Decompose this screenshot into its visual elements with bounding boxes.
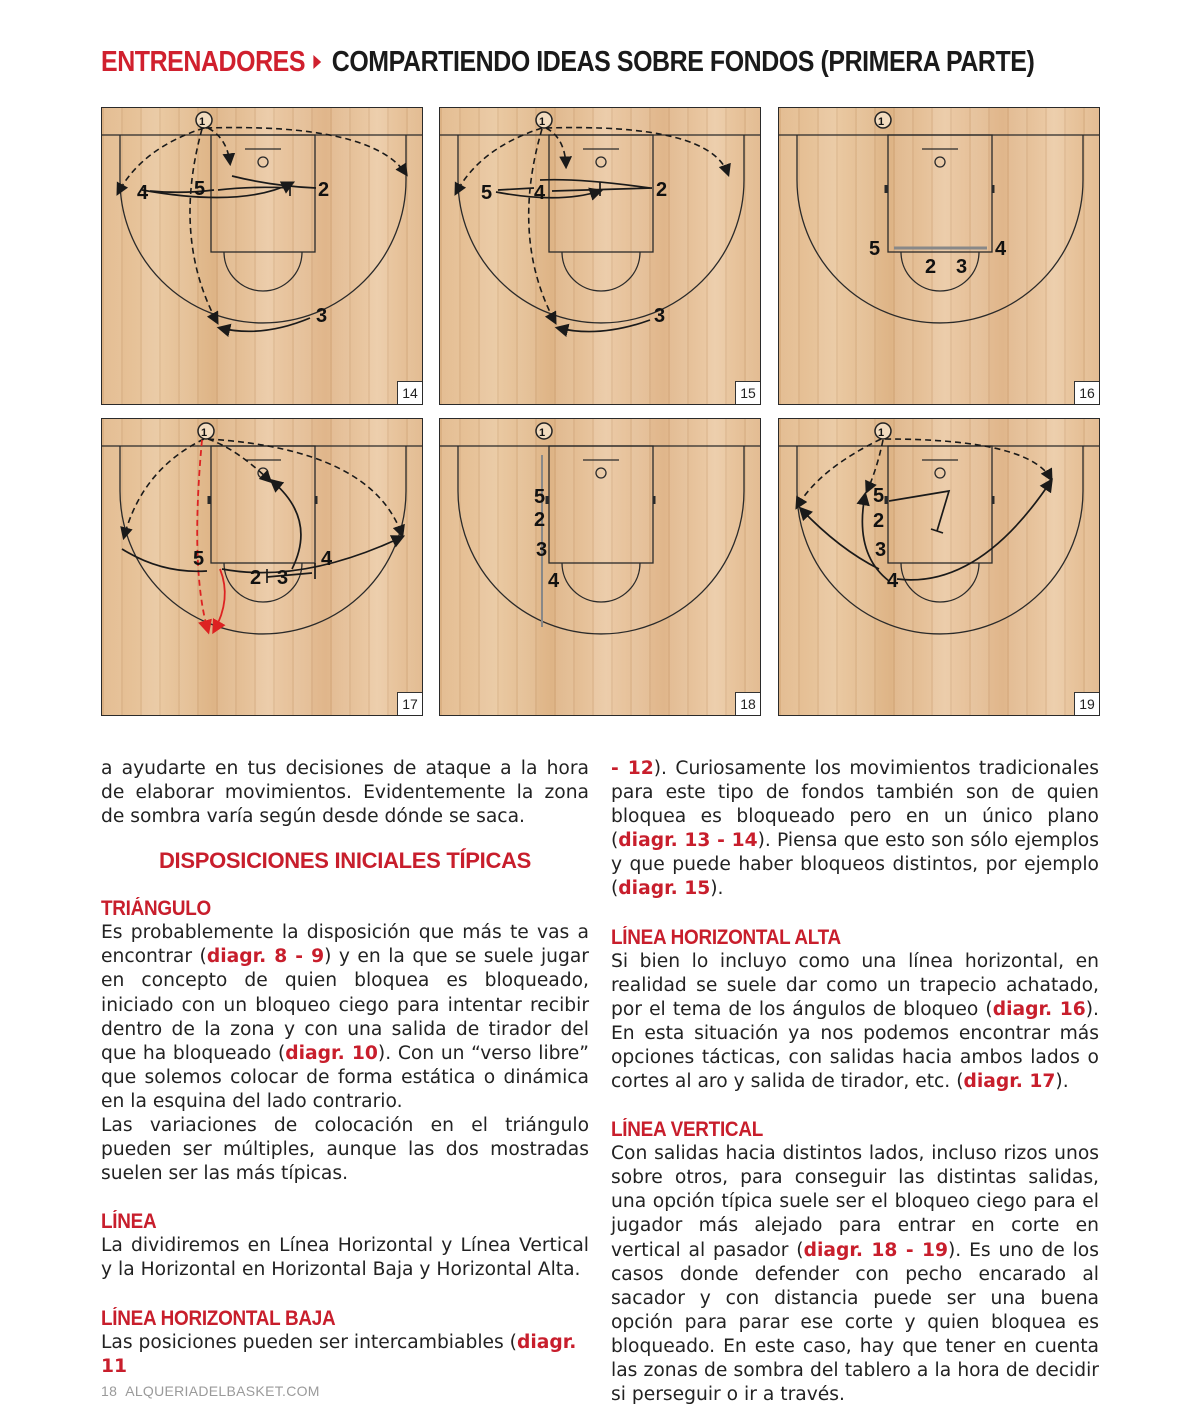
heading-linea-horizontal-alta: LÍNEA HORIZONTAL ALTA bbox=[611, 925, 841, 949]
player-5-label: 5 bbox=[193, 548, 205, 570]
heading-linea-horizontal-baja: LÍNEA HORIZONTAL BAJA bbox=[101, 1306, 336, 1330]
diagram-reference: diagr. 13 - 14 bbox=[618, 830, 758, 852]
player-4-label: 4 bbox=[137, 182, 149, 204]
diagram-reference: diagr. 17 bbox=[963, 1071, 1056, 1093]
diagram-number: 16 bbox=[1074, 381, 1099, 404]
player-2-label: 2 bbox=[925, 256, 937, 278]
diagram-18 bbox=[439, 418, 761, 716]
triangle-arrow-icon bbox=[314, 55, 322, 69]
player-1-label: 1 bbox=[878, 427, 885, 439]
player-2-label: 2 bbox=[318, 179, 330, 201]
diagram-17 bbox=[101, 418, 423, 716]
player-2-label: 2 bbox=[250, 567, 262, 589]
player-3-label: 3 bbox=[875, 539, 887, 561]
player-2-label: 2 bbox=[534, 509, 546, 531]
continued-paragraph: - 12). Curiosamente los movimientos tradicionales para este tipo de fondos también son de quien bloquea es bloqueado pero en un único plano (diagr. 13 - 14). Piensa que esto son sólo ejemplos y que puede haber bloqueos distintos, por ejemplo (diagr. 15). bbox=[611, 758, 1099, 900]
player-1-label: 1 bbox=[878, 116, 885, 128]
heading-linea-vertical: LÍNEA VERTICAL bbox=[611, 1118, 763, 1142]
player-1-label: 1 bbox=[201, 427, 208, 439]
page-header bbox=[101, 42, 1034, 82]
intro-paragraph: a ayudarte en tus decisiones de ataque a la hora de elaborar movimientos. Evidentemente la zona de sombra varía según desde dónde se saca. bbox=[101, 758, 589, 828]
diagram-number: 15 bbox=[735, 381, 760, 404]
player-1-label: 1 bbox=[199, 116, 206, 128]
triangulo-paragraph: Es probablemente la disposición que más te vas a encontrar (diagr. 8 - 9) y en la que se suele jugar en concepto de quien bloquea es bloqueado, iniciado con un bloqueo ciego para intentar recibir dentro de la zona y con una salida de tirador del que ha bloqueado (diagr. 10). Con un “verso libre” que solemos colocar de forma estática o dinámica en la esquina del lado contrario. bbox=[101, 922, 589, 1112]
page-title: COMPARTIENDO IDEAS SOBRE FONDOS (PRIMERA PARTE) bbox=[331, 45, 1035, 78]
player-5-label: 5 bbox=[194, 178, 206, 200]
player-4-label: 4 bbox=[548, 570, 560, 592]
diagram-reference: diagr. 16 bbox=[992, 998, 1086, 1020]
player-2-label: 2 bbox=[656, 179, 668, 201]
player-2-label: 2 bbox=[873, 510, 885, 532]
diagram-reference: diagr. 10 bbox=[285, 1042, 378, 1064]
player-5-label: 5 bbox=[534, 486, 546, 508]
player-5-label: 5 bbox=[869, 238, 881, 260]
heading-linea: LÍNEA bbox=[101, 1210, 157, 1234]
diagram-reference: diagr. 15 bbox=[618, 878, 711, 900]
player-3-label: 3 bbox=[277, 567, 289, 589]
diagram-reference: diagr. 18 - 19 bbox=[803, 1239, 949, 1261]
diagram-15 bbox=[439, 107, 761, 405]
diagram-14 bbox=[101, 107, 423, 405]
player-4-label: 4 bbox=[534, 182, 546, 204]
linea-baja-paragraph: Las posiciones pueden ser intercambiables (diagr. 11 bbox=[101, 1331, 577, 1377]
player-4-label: 4 bbox=[887, 570, 899, 592]
linea-vertical-paragraph: Con salidas hacia distintos lados, incluso rizos unos sobre otros, para conseguir las distintas salidas, una opción típica suele ser el bloqueo ciego para el jugador más alejado para entrar en corte en vertical al pasador (diagr. 18 - 19). Es uno de los casos donde defender con pecho encarado al sacador y con distancia puede ser una buena opción para parar ese corte y quien bloquea es bloqueado. En este caso, hay que tener en cuenta las zonas de sombra del tablero a la hora de decidir si perseguir o ir a través. bbox=[611, 1143, 1099, 1406]
diagram-number: 19 bbox=[1074, 692, 1099, 715]
triangulo-paragraph-2: Las variaciones de colocación en el triángulo pueden ser múltiples, aunque las dos mostradas suelen ser las más típicas. bbox=[101, 1115, 589, 1185]
site-link[interactable]: ALQUERIADELBASKET.COM bbox=[125, 1383, 320, 1399]
diagram-16 bbox=[778, 107, 1100, 405]
left-column bbox=[101, 757, 589, 1379]
player-4-label: 4 bbox=[995, 238, 1007, 260]
heading-triangulo: TRIÁNGULO bbox=[101, 897, 211, 921]
diagram-reference: diagr. 11 bbox=[101, 1331, 577, 1377]
page-number: 18 bbox=[101, 1383, 118, 1399]
player-3-label: 3 bbox=[654, 305, 666, 327]
diagram-reference: - 12 bbox=[611, 758, 654, 779]
player-3-label: 3 bbox=[536, 539, 548, 561]
page-footer bbox=[101, 1383, 320, 1399]
player-5-label: 5 bbox=[481, 182, 493, 204]
right-column bbox=[611, 757, 1099, 1407]
diagram-number: 18 bbox=[735, 692, 760, 715]
diagram-reference: diagr. 8 - 9 bbox=[206, 946, 325, 968]
player-1-label: 1 bbox=[539, 427, 546, 439]
diagram-number: 17 bbox=[397, 692, 422, 715]
player-1-label: 1 bbox=[539, 116, 546, 128]
section-heading: DISPOSICIONES INICIALES TÍPICAS bbox=[158, 848, 532, 874]
diagram-19 bbox=[778, 418, 1100, 716]
player-5-label: 5 bbox=[873, 485, 885, 507]
player-3-label: 3 bbox=[316, 305, 328, 327]
player-3-label: 3 bbox=[956, 256, 968, 278]
section-label: ENTRENADORES bbox=[101, 45, 306, 78]
diagram-number: 14 bbox=[397, 381, 422, 404]
linea-paragraph: La dividiremos en Línea Horizontal y Línea Vertical y la Horizontal en Horizontal Baja y Horizontal Alta. bbox=[101, 1235, 589, 1281]
linea-alta-paragraph: Si bien lo incluyo como una línea horizontal, en realidad se suele dar como un trapecio achatado, por el tema de los ángulos de bloqueo (diagr. 16). En esta situación ya nos podemos encontrar más opciones tácticas, con salidas hacia ambos lados o cortes al aro y salida de tirador, etc. (diagr. 17). bbox=[611, 950, 1099, 1093]
player-4-label: 4 bbox=[321, 548, 333, 570]
